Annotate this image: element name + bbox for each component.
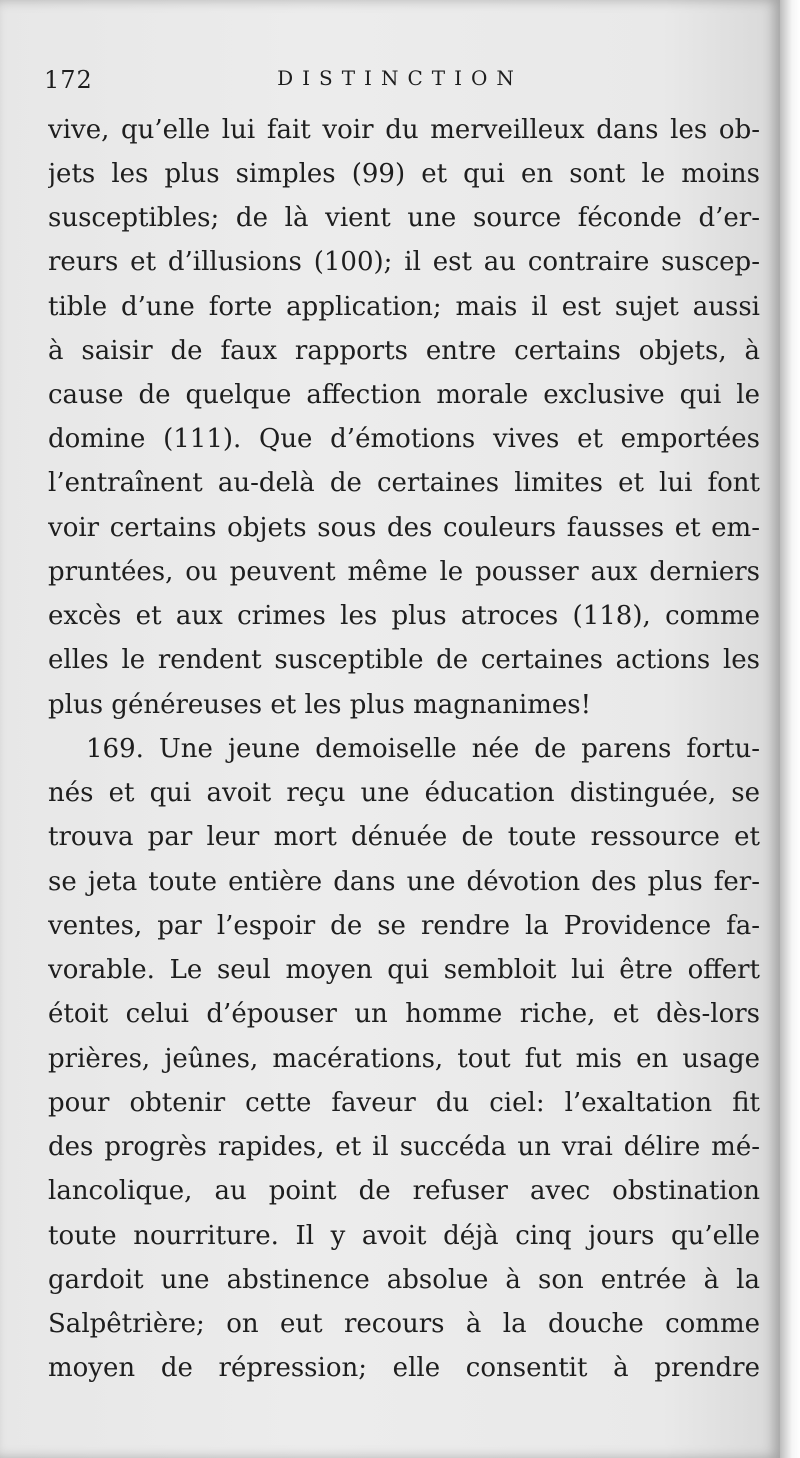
text-line: voir certains objets sous des couleurs fausses et em- bbox=[48, 513, 760, 543]
text-line: excès et aux crimes les plus atroces (118), comme bbox=[48, 601, 760, 631]
page-number: 172 bbox=[44, 66, 93, 94]
text-line: susceptibles; de là vient une source féconde d’er- bbox=[48, 203, 760, 233]
text-line: vorable. Le seul moyen qui sembloit lui être offert bbox=[48, 955, 760, 985]
text-line: vive, qu’elle lui fait voir du merveilleux dans les ob- bbox=[48, 115, 760, 145]
running-title: DISTINCTION bbox=[277, 66, 523, 90]
text-line: pruntées, ou peuvent même le pousser aux derniers bbox=[48, 557, 760, 587]
text-line: reurs et d’illusions (100); il est au contraire suscep- bbox=[48, 247, 760, 277]
text-line: tible d’une forte application; mais il est sujet aussi bbox=[48, 292, 760, 322]
text-line: jets les plus simples (99) et qui en sont le moins bbox=[48, 159, 760, 189]
text-line: à saisir de faux rapports entre certains objets, à bbox=[48, 336, 760, 366]
text-line: plus généreuses et les plus magnanimes! bbox=[48, 690, 592, 720]
page-edge bbox=[780, 0, 800, 1458]
text-line: cause de quelque affection morale exclusive qui le bbox=[48, 380, 760, 410]
text-line: elles le rendent susceptible de certaines actions les bbox=[48, 645, 760, 675]
text-line: toute nourriture. Il y avoit déjà cinq jours qu’elle bbox=[48, 1221, 760, 1251]
text-line: ventes, par l’espoir de se rendre la Providence fa- bbox=[48, 911, 760, 941]
text-line: pour obtenir cette faveur du ciel: l’exaltation fit bbox=[48, 1088, 760, 1118]
text-line: domine (111). Que d’émotions vives et emportées bbox=[48, 424, 760, 454]
paragraph-start: 169. Une jeune demoiselle née de parens fortu- bbox=[86, 734, 760, 764]
text-line: étoit celui d’épouser un homme riche, et dès-lors bbox=[48, 999, 760, 1029]
text-line: gardoit une abstinence absolue à son entrée à la bbox=[48, 1265, 760, 1295]
text-line: se jeta toute entière dans une dévotion des plus fer- bbox=[48, 867, 760, 897]
text-line: nés et qui avoit reçu une éducation distinguée, se bbox=[48, 778, 760, 808]
text-line: lancolique, au point de refuser avec obstination bbox=[48, 1176, 760, 1206]
text-line: prières, jeûnes, macérations, tout fut mis en usage bbox=[48, 1044, 760, 1074]
text-line: l’entraînent au-delà de certaines limites et lui font bbox=[48, 468, 760, 498]
text-line: moyen de répression; elle consentit à prendre bbox=[48, 1353, 760, 1383]
text-line: des progrès rapides, et il succéda un vrai délire mé- bbox=[48, 1132, 760, 1162]
text-line: Salpêtrière; on eut recours à la douche comme bbox=[48, 1309, 760, 1339]
text-line: trouva par leur mort dénuée de toute ressource et bbox=[48, 822, 760, 852]
